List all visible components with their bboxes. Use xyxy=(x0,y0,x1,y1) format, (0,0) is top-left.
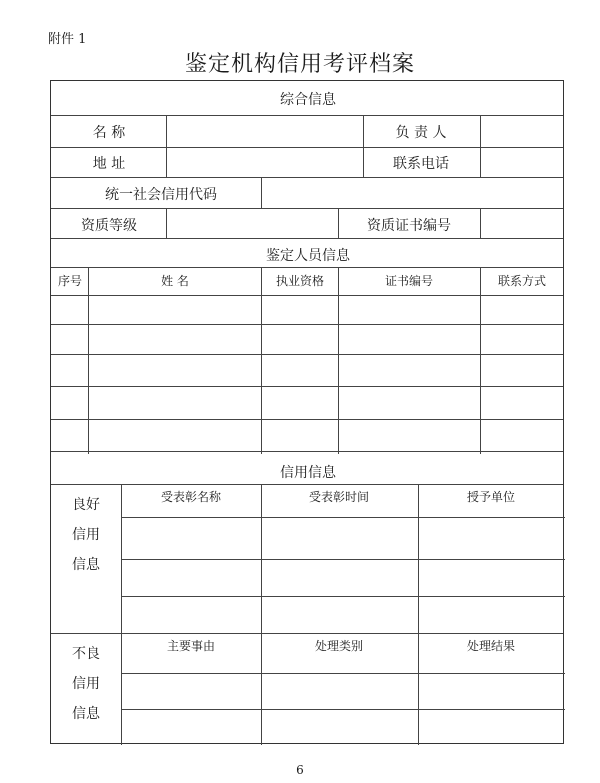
col-award-time: 受表彰时间 xyxy=(308,490,370,504)
row-divider xyxy=(121,517,565,518)
col-contact: 联系方式 xyxy=(497,274,547,288)
col-divider xyxy=(261,484,262,745)
row-divider xyxy=(51,354,563,355)
col-granting-unit: 授予单位 xyxy=(466,490,516,504)
col-divider xyxy=(166,208,167,238)
col-divider xyxy=(121,484,122,745)
col-divider xyxy=(338,267,339,454)
row-divider xyxy=(51,238,563,239)
bad-credit-label-2: 信用 xyxy=(72,676,100,692)
good-credit-label-3: 信息 xyxy=(72,557,100,573)
row-divider xyxy=(51,324,563,325)
personnel-heading: 鉴定人员信息 xyxy=(266,248,350,264)
row-divider xyxy=(51,295,563,296)
certificate-number-label: 资质证书编号 xyxy=(367,218,451,234)
name-label: 名 称 xyxy=(92,125,126,141)
page-number: 6 xyxy=(296,763,304,777)
row-divider xyxy=(51,633,563,634)
annex-label: 附件 1 xyxy=(48,32,87,47)
good-credit-label-2: 信用 xyxy=(72,527,100,543)
col-divider xyxy=(88,267,89,454)
address-label: 地 址 xyxy=(92,156,126,172)
row-divider xyxy=(51,484,563,485)
row-divider xyxy=(51,267,563,268)
row-divider xyxy=(51,451,563,452)
row-divider xyxy=(121,559,565,560)
qualification-grade-label: 资质等级 xyxy=(81,218,137,234)
row-divider xyxy=(121,709,565,710)
general-info-heading: 综合信息 xyxy=(280,92,336,108)
col-divider xyxy=(480,267,481,454)
credit-info-heading: 信用信息 xyxy=(280,465,336,481)
row-divider xyxy=(51,419,563,420)
col-handling-result: 处理结果 xyxy=(466,639,516,653)
phone-label: 联系电话 xyxy=(393,156,449,172)
page-title: 鉴定机构信用考评档案 xyxy=(184,52,415,77)
col-divider xyxy=(166,115,167,177)
col-main-cause: 主要事由 xyxy=(166,639,216,653)
good-credit-label-1: 良好 xyxy=(72,497,100,513)
col-award-name: 受表彰名称 xyxy=(160,490,222,504)
credit-record-form xyxy=(50,80,564,744)
row-divider xyxy=(51,115,563,116)
row-divider xyxy=(51,177,563,178)
col-cert-number: 证书编号 xyxy=(384,274,434,288)
col-qualification: 执业资格 xyxy=(275,274,325,288)
col-divider xyxy=(338,208,339,238)
bad-credit-label-1: 不良 xyxy=(72,646,100,662)
col-divider xyxy=(480,208,481,238)
credit-code-label: 统一社会信用代码 xyxy=(105,187,217,203)
col-serial: 序号 xyxy=(57,274,83,288)
row-divider xyxy=(121,673,565,674)
bad-credit-label-3: 信息 xyxy=(72,706,100,722)
row-divider xyxy=(121,596,565,597)
row-divider xyxy=(51,208,563,209)
col-handling-type: 处理类别 xyxy=(314,639,364,653)
col-divider xyxy=(261,267,262,454)
col-divider xyxy=(261,177,262,208)
person-in-charge-label: 负 责 人 xyxy=(395,125,447,141)
col-divider xyxy=(418,484,419,745)
row-divider xyxy=(51,386,563,387)
row-divider xyxy=(51,147,563,148)
col-divider xyxy=(480,115,481,177)
col-divider xyxy=(363,115,364,177)
col-name: 姓 名 xyxy=(161,274,189,288)
